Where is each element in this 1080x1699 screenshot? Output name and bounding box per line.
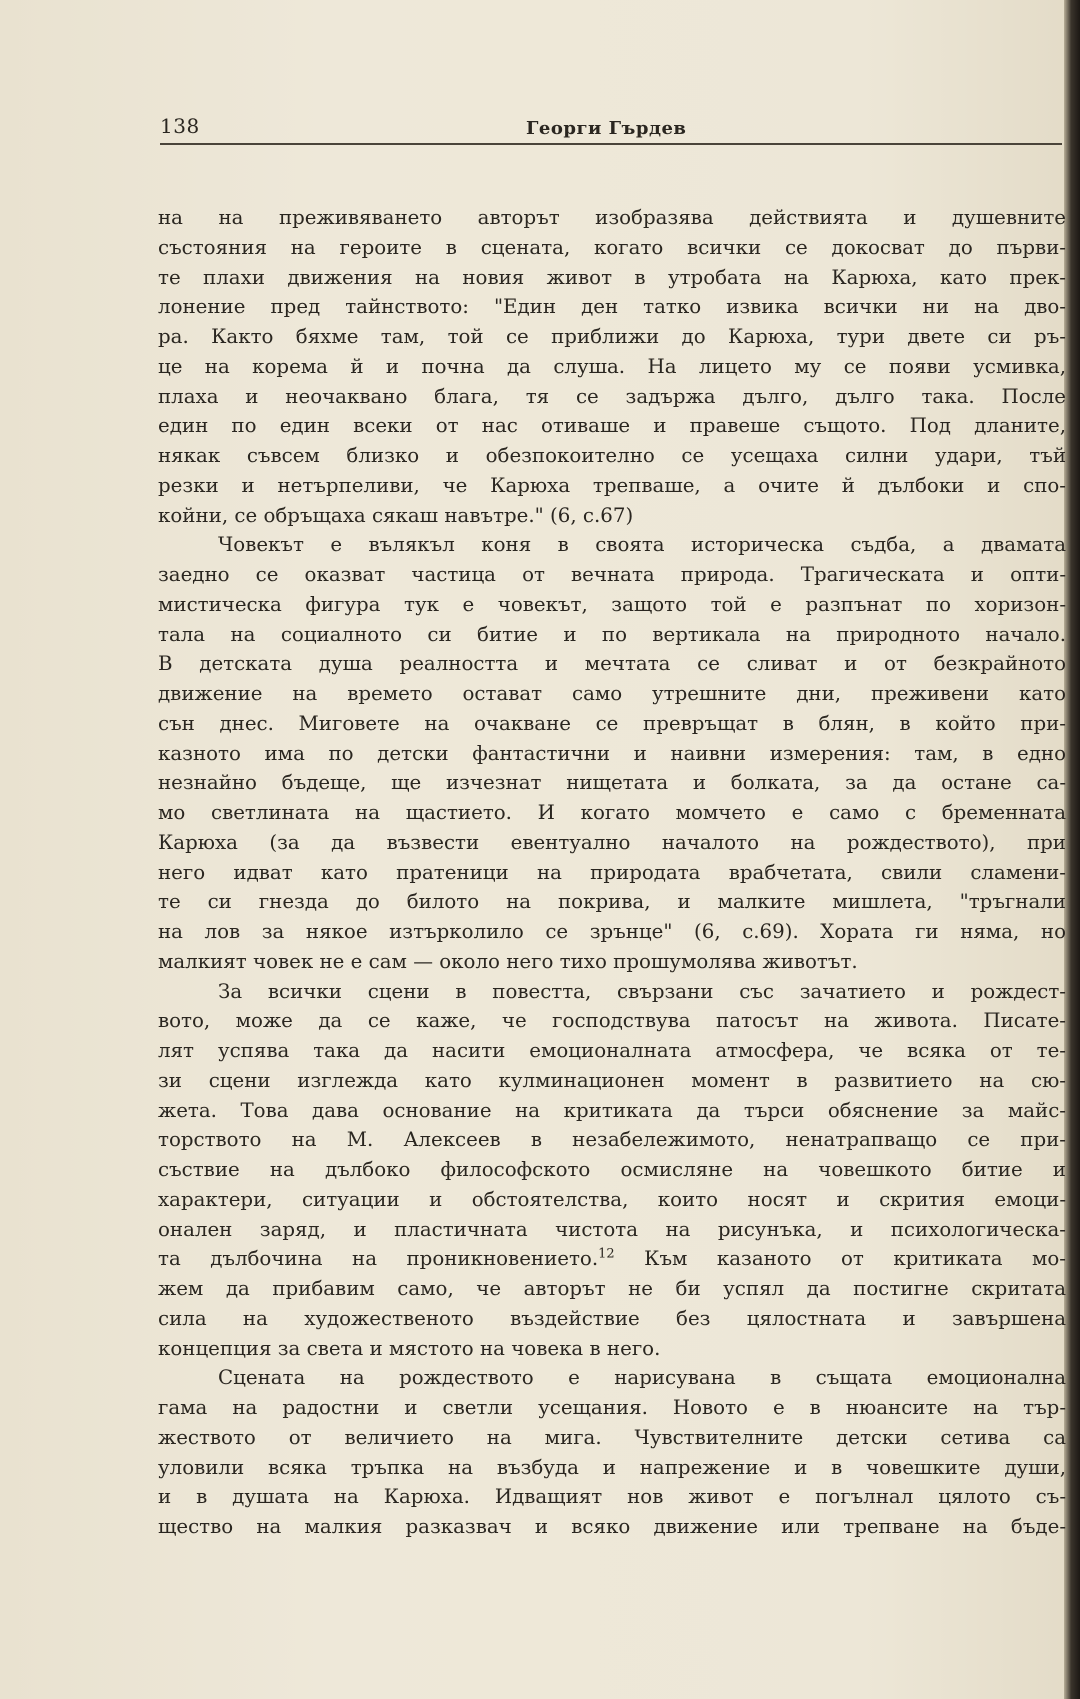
text-line: те плахи движения на новия живот в утробата на Карюха, като прек- <box>158 265 1066 289</box>
text-line: Карюха (за да възвести евентуално началото на рождеството), при <box>158 830 1066 854</box>
text-line: жем да прибавим само, че авторът не би успял да постигне скритата <box>158 1277 1066 1300</box>
text-line: Сцената на рождеството е нарисувана в същата емоционална <box>218 1366 1066 1390</box>
footnote-reference: 12 <box>598 1246 615 1262</box>
text-line: лонение пред тайнството: "Един ден татко извика всички ни на дво- <box>158 295 1066 319</box>
header-rule <box>160 143 1062 145</box>
text-line: щество на малкия разказвач и всяко движение или трепване на бъде- <box>158 1515 1066 1538</box>
text-line: незнайно бъдеще, ще изчезнат нищетата и болката, за да остане са- <box>158 771 1066 795</box>
page-header <box>160 110 1062 142</box>
text-line: зи сцени изглежда като кулминационен момент в развитието на сю- <box>158 1068 1066 1092</box>
text-line: ра. Както бяхме там, той се приближи до Карюха, тури двете си ръ- <box>158 325 1066 348</box>
text-line: те си гнезда до билото на покрива, и малките мишлета, "тръгнали <box>158 890 1066 914</box>
text-line: характери, ситуации и обстоятелства, които носят и скрития емоци- <box>158 1187 1066 1211</box>
text-line: мо светлината на щастието. И когато момчето е само с бременната <box>158 801 1066 824</box>
text-line: уловили всяка тръпка на възбуда и напрежение и в човешките души, <box>158 1455 1066 1479</box>
text-line: движение на времето остават само утрешните дни, преживени като <box>158 682 1066 705</box>
text-line: на на преживяването авторът изобразява действията и душевните <box>158 206 1066 229</box>
text-line: резки и нетърпеливи, че Карюха трепваше, а очите й дълбоки и спо- <box>158 473 1066 497</box>
text-line: съствие на дълбоко философското осмисляне на човешкото битие и <box>158 1158 1066 1181</box>
text-line-with-footnote <box>158 1244 1066 1274</box>
text-line: сън днес. Миговете на очакване се превръщат в блян, в който при- <box>158 711 1066 735</box>
text-line: койни, се обръщаха сякаш навътре." (6, с.67) <box>158 503 634 527</box>
text-line-start: та дълбочина на проникновението. <box>158 1247 599 1271</box>
text-line: един по един всеки от нас отиваше и правеше същото. Под дланите, <box>158 414 1066 438</box>
text-line: жеството от величието на мига. Чувствителните детски сетива са <box>158 1425 1066 1449</box>
running-head-author: Георги Гърдев <box>526 118 687 139</box>
text-line: За всички сцени в повестта, свързани със зачатието и рождест- <box>218 979 1066 1003</box>
text-line: на лов за някое изтърколило се зрънце" (6, с.69). Хората ги няма, но <box>158 920 1066 943</box>
body-text <box>158 203 1066 1542</box>
paragraph-1 <box>158 203 1066 530</box>
text-line: малкият човек не е сам — около него тихо прошумолява животът. <box>158 949 858 973</box>
text-line: В детската душа реалността и мечтата се сливат и от безкрайното <box>158 652 1066 676</box>
page-binding-edge <box>1064 0 1080 1699</box>
text-line: сила на художественото въздействие без цялостната и завършена <box>158 1306 1066 1330</box>
text-line: мистическа фигура тук е човекът, защото той е разпънат по хоризон- <box>158 592 1066 616</box>
text-line: и в душата на Карюха. Идващият нов живот е погълнал цялото съ- <box>158 1485 1066 1509</box>
paragraph-2 <box>158 530 1066 976</box>
text-line: це на корема й и почна да слуша. На лицето му се появи усмивка, <box>158 354 1066 378</box>
text-line-end: Към казаното от критиката мо- <box>614 1247 1066 1271</box>
text-line: някак съвсем близко и обезпокоително се усещаха силни удари, тъй <box>158 444 1066 467</box>
text-line: онален заряд, и пластичната чистота на рисунъка, и психологическа- <box>158 1217 1066 1241</box>
page-number: 138 <box>160 114 200 138</box>
paragraph-3 <box>158 977 1066 1364</box>
paragraph-4 <box>158 1363 1066 1542</box>
text-line: торството на М. Алексеев в незабележимото, ненатрапващо се при- <box>158 1128 1066 1152</box>
text-line: заедно се оказват частица от вечната природа. Трагическата и опти- <box>158 563 1066 586</box>
text-line: плаха и неочаквано блага, тя се задържа дълго, дълго така. После <box>158 384 1066 408</box>
text-line: гама на радостни и светли усещания. Новото е в нюансите на тър- <box>158 1396 1066 1419</box>
text-line: жета. Това дава основание на критиката да търси обяснение за майс- <box>158 1098 1066 1122</box>
text-line: казното има по детски фантастични и наивни измерения: там, в едно <box>158 741 1066 765</box>
text-line: лят успява така да насити емоционалната атмосфера, че всяка от те- <box>158 1039 1066 1062</box>
text-line: Човекът е вълякъл коня в своята историческа съдба, а двамата <box>218 533 1066 557</box>
text-line: концепция за света и мястото на човека в него. <box>158 1336 661 1360</box>
text-line: тала на социалното си битие и по вертикала на природното начало. <box>158 622 1066 646</box>
text-line: него идват като пратеници на природата врабчетата, свили сламени- <box>158 860 1066 884</box>
text-line: състояния на героите в сцената, когато всички се докосват до първи- <box>158 235 1066 259</box>
text-line: вото, може да се каже, че господствува патосът на живота. Писате- <box>158 1009 1066 1033</box>
